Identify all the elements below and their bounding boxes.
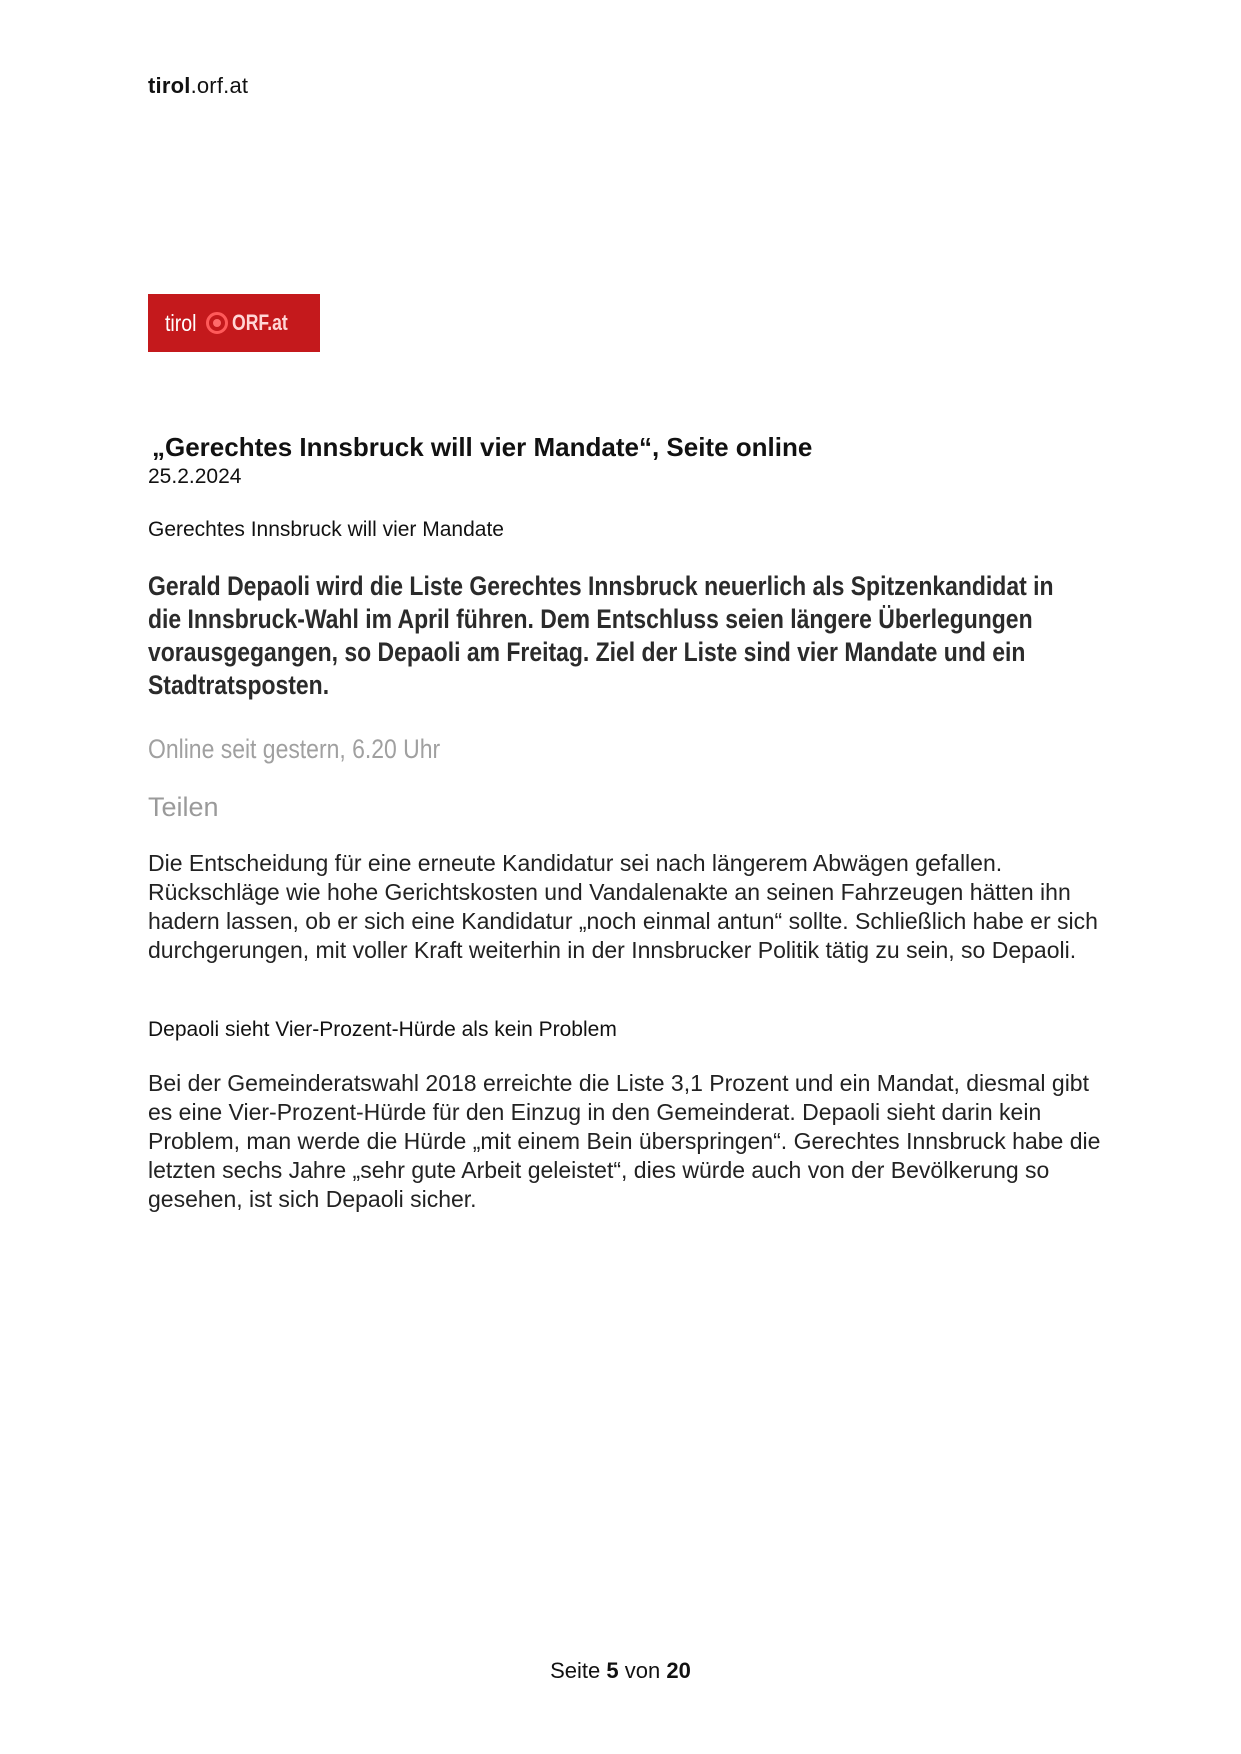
orf-logo bbox=[148, 294, 320, 352]
site-header bbox=[148, 73, 248, 99]
page-total: 20 bbox=[666, 1658, 691, 1683]
orf-eye-icon bbox=[206, 312, 228, 334]
online-timestamp: Online seit gestern, 6.20 Uhr bbox=[148, 734, 441, 764]
paragraph-1: Die Entscheidung für eine erneute Kandidatur sei nach längerem Abwägen gefallen. Rückschläge wie hohe Gerichtskosten und Vandalenakte an seinen Fahrzeugen hätten ihn hadern lassen, ob er sich eine Kandidatur „noch einmal antun“ sollte. Schließlich habe er sich durchgerungen, mit voller Kraft weiterhin in der Innsbrucker Politik tätig zu sein, so Depaoli. bbox=[148, 850, 1098, 963]
subheading: Depaoli sieht Vier-Prozent-Hürde als kein Problem bbox=[148, 1018, 617, 1041]
logo-brand: ORF.at bbox=[232, 310, 288, 335]
article-title: „Gerechtes Innsbruck will vier Mandate“, Seite online bbox=[152, 432, 813, 462]
article-lead: Gerald Depaoli wird die Liste Gerechtes Innsbruck neuerlich als Spitzenkandidat in die Innsbruck-Wahl im April führen. Dem Entschluss seien längere Überlegungen vorausgegangen, so Depaoli am Freitag. Ziel der Liste sind vier Mandate und ein Stadtratsposten. bbox=[148, 571, 1054, 700]
article-date: 25.2.2024 bbox=[148, 465, 242, 488]
section-label: Gerechtes Innsbruck will vier Mandate bbox=[148, 518, 504, 541]
page-middle: von bbox=[624, 1658, 661, 1683]
page-number bbox=[0, 1658, 1241, 1684]
logo-word: tirol bbox=[165, 309, 197, 336]
site-name-rest: .orf.at bbox=[190, 73, 249, 98]
paragraph-2: Bei der Gemeinderatswahl 2018 erreichte die Liste 3,1 Prozent und ein Mandat, diesmal gibt es eine Vier-Prozent-Hürde für den Einzug in den Gemeinderat. Depaoli sieht darin kein Problem, man werde die Hürde „mit einem Bein überspringen“. Gerechtes Innsbruck habe die letzten sechs Jahre „sehr gute Arbeit geleistet“, dies würde auch von der Bevölkerung so gesehen, ist sich Depaoli sicher. bbox=[148, 1070, 1101, 1212]
site-name-bold: tirol bbox=[148, 73, 191, 98]
share-link[interactable]: Teilen bbox=[148, 792, 219, 822]
page-prefix: Seite bbox=[550, 1658, 601, 1683]
page-current: 5 bbox=[606, 1658, 619, 1683]
